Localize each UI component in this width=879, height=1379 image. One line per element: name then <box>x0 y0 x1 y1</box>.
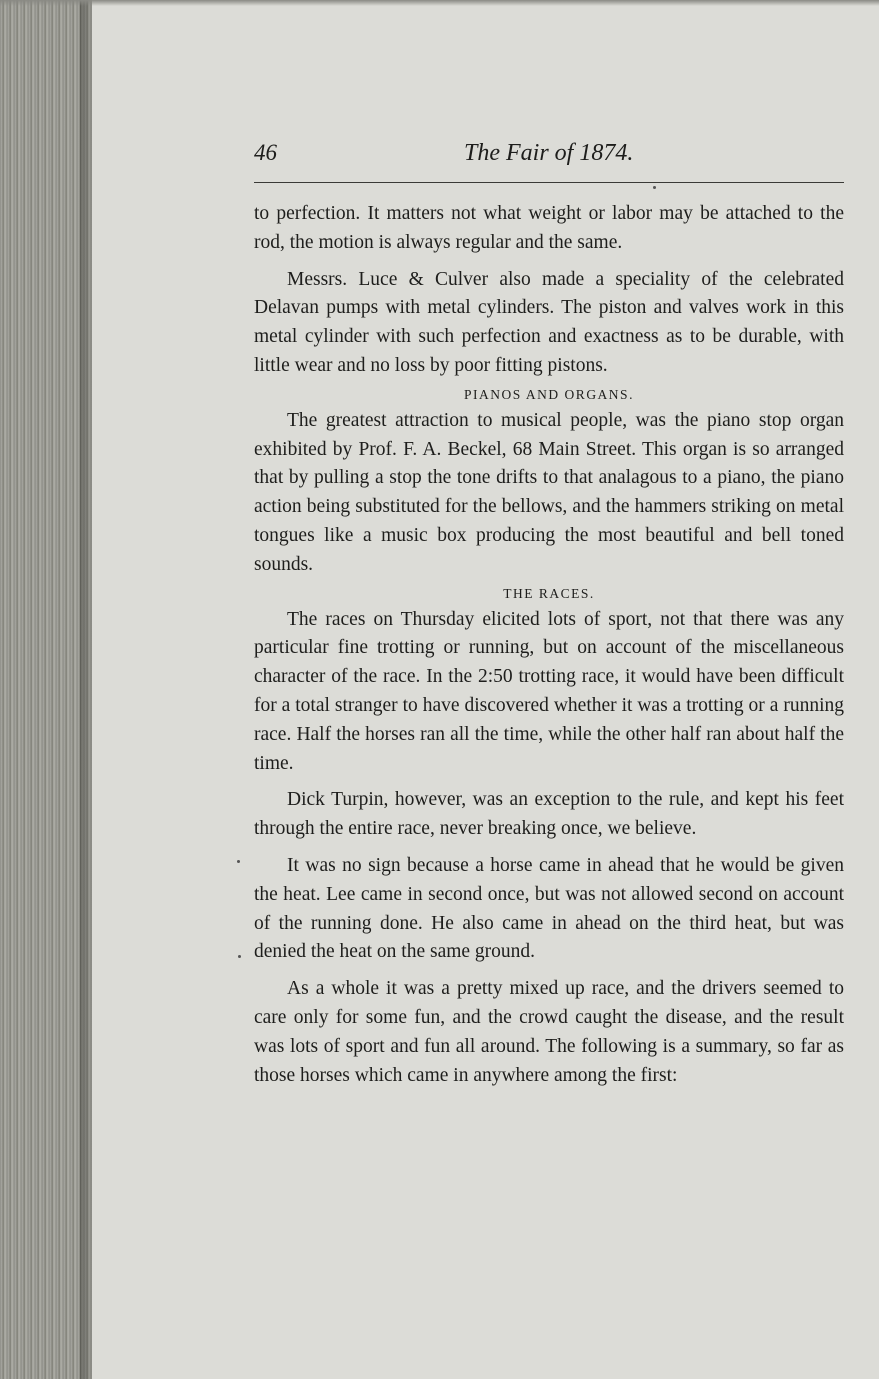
paragraph: As a whole it was a pretty mixed up race, and the drivers seemed to care only for some fun, and the crowd caught the disease, and the result was lots of sport and fun all around. The following is a summary, so far as those horses which came in anywhere among the first: <box>254 978 844 1086</box>
page-header <box>254 140 844 174</box>
print-speck <box>237 860 240 863</box>
print-speck <box>653 186 656 189</box>
paragraph: The greatest attraction to musical people, was the piano stop organ exhibited by Prof. F. A. Beckel, 68 Main Street. This organ is so arranged that by pulling a stop the tone drifts to that analagous to a piano, the piano action being substituted for the bellows, and the hammers striking on metal tongues like a music box producing the most beautiful and bell toned sounds. <box>254 409 844 575</box>
book-spine <box>0 0 92 1379</box>
paragraph: It was no sign because a horse came in ahead that he would be given the heat. Lee came in second once, but was not allowed second on account of the running done. He also came in ahead on the third heat, but was denied the heat on the same ground. <box>254 854 844 963</box>
running-title: The Fair of 1874. <box>464 140 634 166</box>
print-speck <box>238 955 241 958</box>
paragraph: Dick Turpin, however, was an exception to the rule, and kept his feet through the entire race, never breaking once, we believe. <box>254 789 844 840</box>
paragraph: to perfection. It matters not what weight or labor may be attached to the rod, the motion is always regular and the same. <box>254 203 844 253</box>
body-text <box>254 200 844 1090</box>
section-heading-pianos-and-organs: PIANOS AND ORGANS. <box>464 386 634 402</box>
page-top-edge <box>0 0 879 6</box>
section-heading-the-races: THE RACES. <box>503 585 595 601</box>
paragraph: The races on Thursday elicited lots of sport, not that there was any particular fine trotting or running, but on account of the miscellaneous character of the race. In the 2:50 trotting race, it would have been difficult for a total stranger to have discovered whether it was a trotting or a running race. Half the horses ran all the time, while the other half ran about half the time. <box>254 608 844 774</box>
page-number: 46 <box>254 140 277 165</box>
header-rule <box>254 182 844 183</box>
paragraph: Messrs. Luce & Culver also made a speciality of the celebrated Delavan pumps with metal cylinders. The piston and valves work in this metal cylinder with such perfection and exactness as to be durable, with little wear and no loss by poor fitting pistons. <box>254 268 844 376</box>
